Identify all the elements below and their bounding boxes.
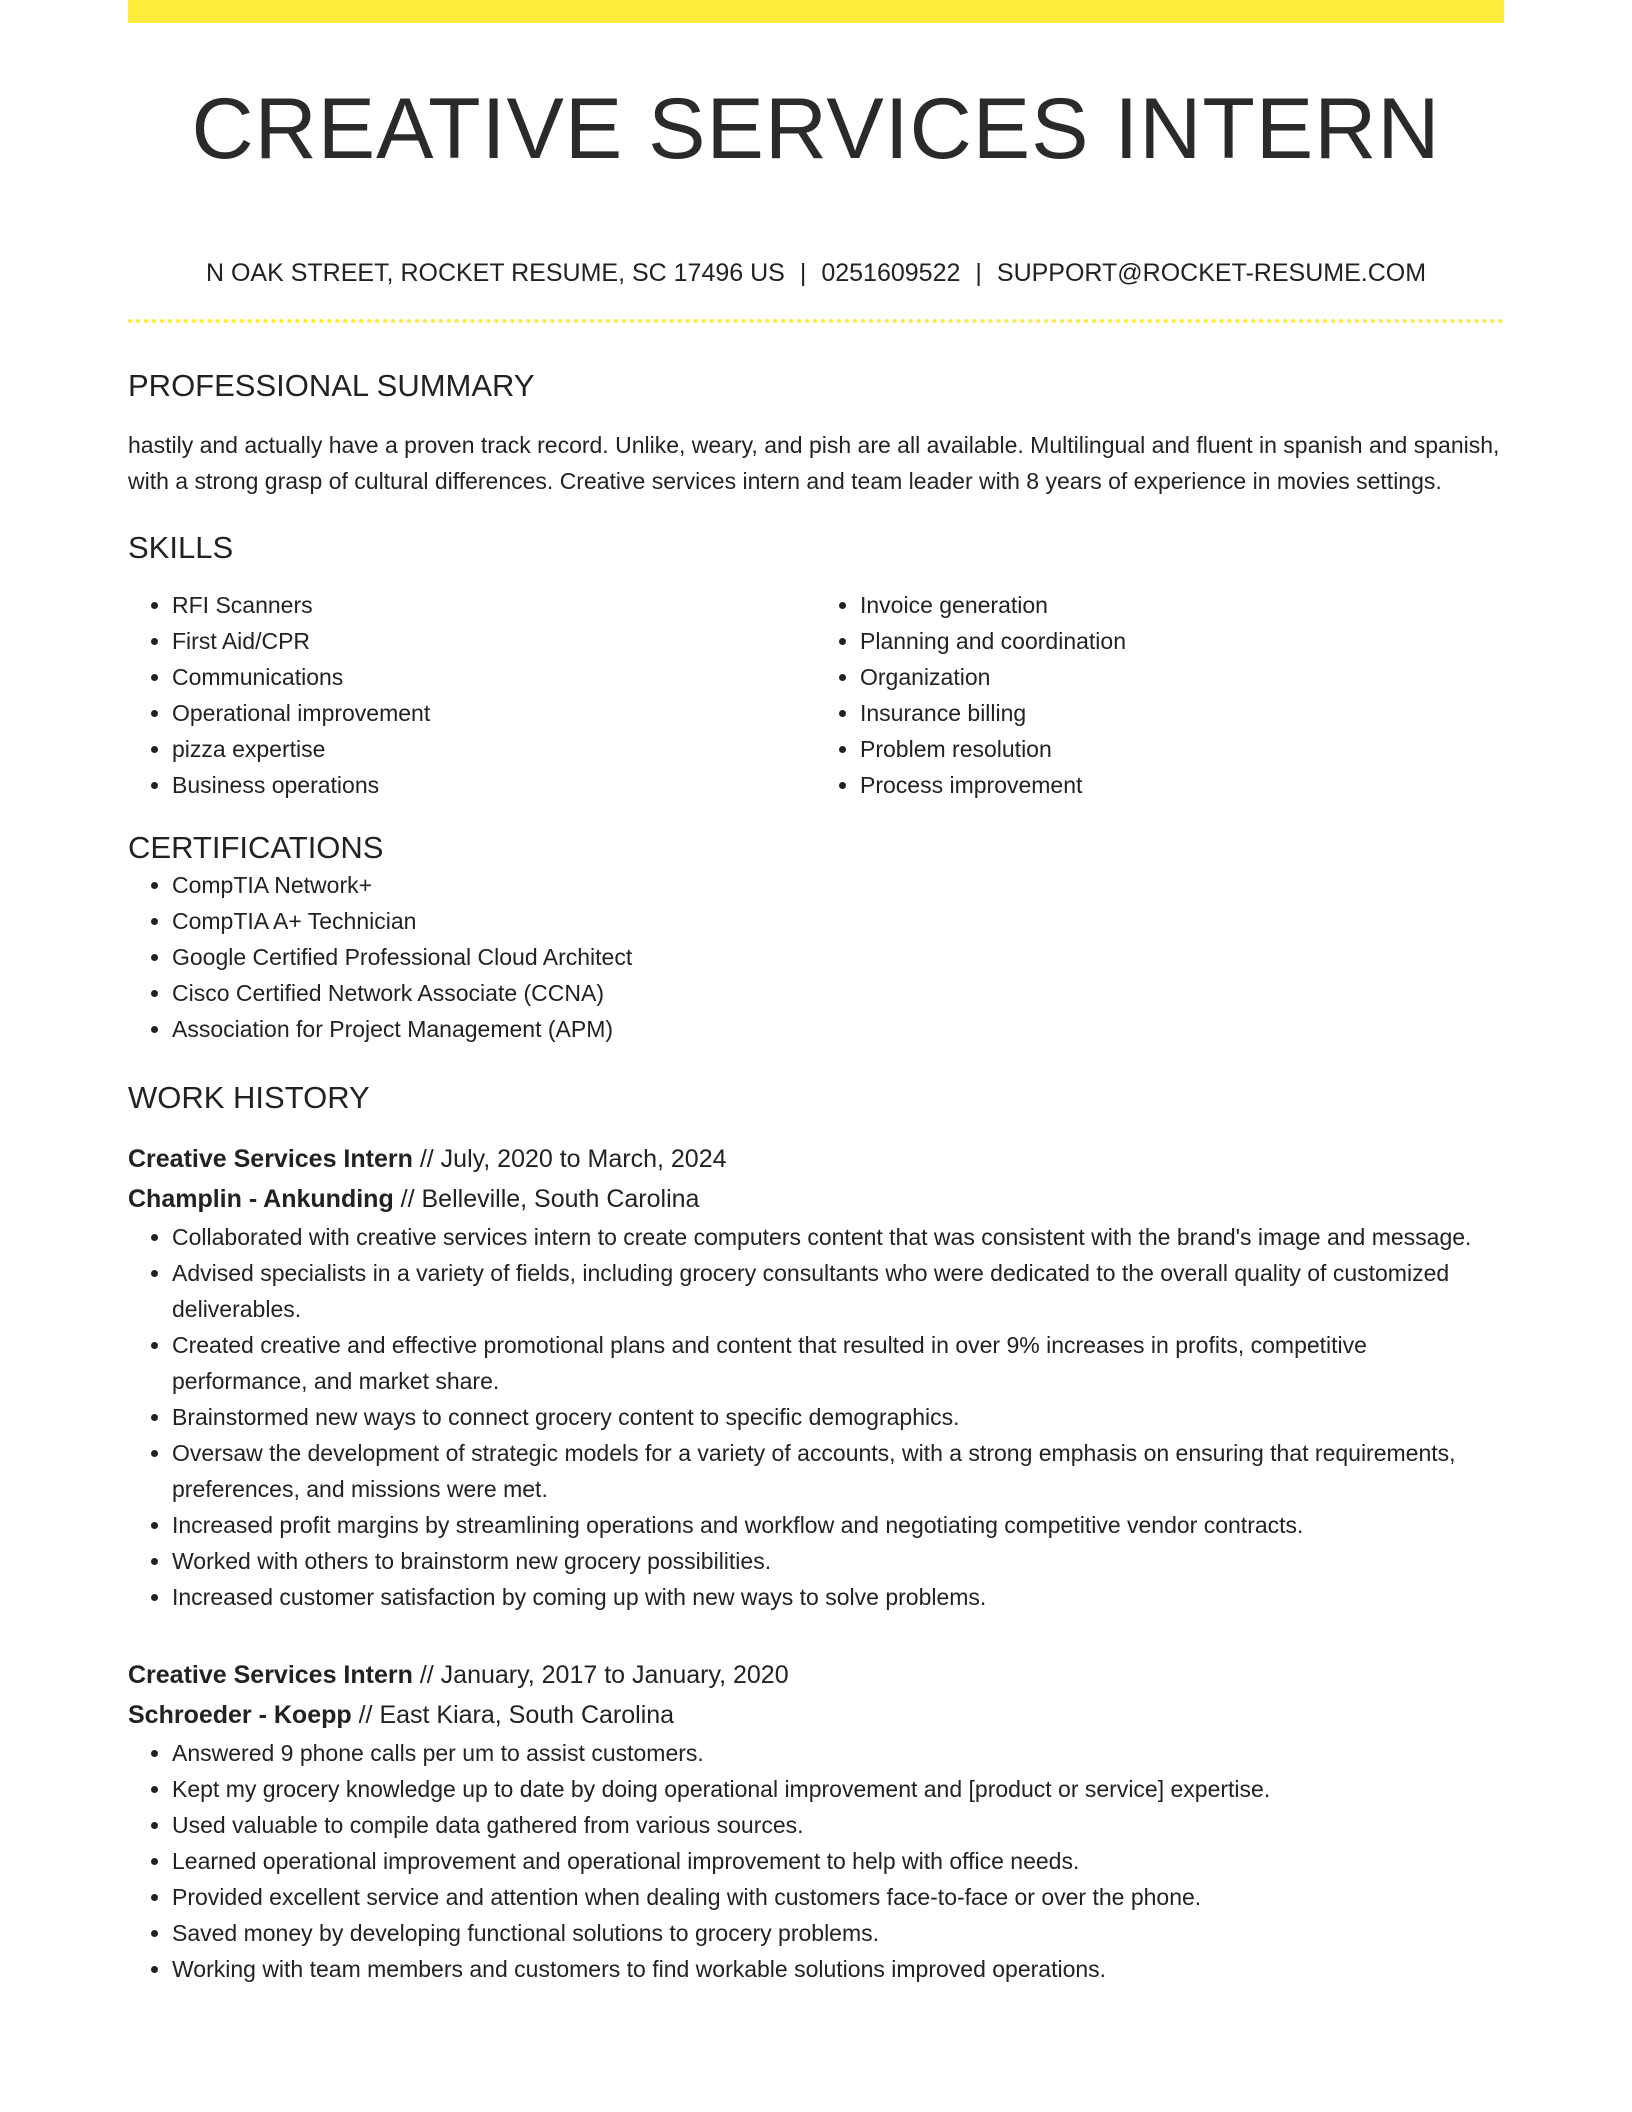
work-history-heading: WORK HISTORY [128, 1080, 370, 1115]
certifications-list [128, 867, 1504, 1047]
job-location: // East Kiara, South Carolina [358, 1701, 675, 1729]
job-company: Schroeder - Koepp [128, 1701, 352, 1729]
skill-item: • pizza expertise [172, 731, 816, 767]
skill-item: • Communications [172, 659, 816, 695]
skill-item: • Process improvement [860, 767, 1504, 803]
resume-content [128, 0, 1504, 1987]
certification-item: • Association for Project Management (APM) [172, 1011, 1504, 1047]
job-duty: • Oversaw the development of strategic models for a variety of accounts, with a strong emphasis on ensuring that requirements, preferences, and missions were met. [172, 1435, 1504, 1507]
top-accent-bar [128, 0, 1504, 23]
certification-item: • Google Certified Professional Cloud Architect [172, 939, 1504, 975]
skills-grid [128, 587, 1504, 803]
job-location: // Belleville, South Carolina [400, 1185, 700, 1213]
certification-item: • CompTIA Network+ [172, 867, 1504, 903]
job-duty: • Provided excellent service and attention when dealing with customers face-to-face or over the phone. [172, 1879, 1504, 1915]
job-duty: • Created creative and effective promotional plans and content that resulted in over 9% increases in profits, competitive performance, and market share. [172, 1327, 1504, 1399]
job-title: Creative Services Intern [128, 1145, 413, 1173]
job-duty: • Kept my grocery knowledge up to date by doing operational improvement and [product or service] expertise. [172, 1771, 1504, 1807]
skill-item: • Business operations [172, 767, 816, 803]
job-duty: • Working with team members and customers to find workable solutions improved operations. [172, 1951, 1504, 1987]
job-title-line [128, 1139, 1504, 1179]
skills-list-left [128, 587, 816, 803]
job-duty: • Used valuable to compile data gathered from various sources. [172, 1807, 1504, 1843]
job-company: Champlin - Ankunding [128, 1185, 394, 1213]
job-title: Creative Services Intern [128, 1661, 413, 1689]
job-duty: • Worked with others to brainstorm new grocery possibilities. [172, 1543, 1504, 1579]
skill-item: • Operational improvement [172, 695, 816, 731]
contact-address: N OAK STREET, ROCKET RESUME, SC 17496 US [205, 259, 785, 287]
contact-line [128, 257, 1504, 289]
contact-phone: 0251609522 [821, 259, 961, 287]
job-duty: • Advised specialists in a variety of fields, including grocery consultants who were dedicated to the overall quality of customized deliverables. [172, 1255, 1504, 1327]
skill-item: • First Aid/CPR [172, 623, 816, 659]
job-duties-list [128, 1735, 1504, 1987]
skills-heading: SKILLS [128, 530, 234, 565]
job-duty: • Collaborated with creative services intern to create computers content that was consistent with the brand's image and message. [172, 1219, 1504, 1255]
job-duty: • Saved money by developing functional solutions to grocery problems. [172, 1915, 1504, 1951]
job-dates: // July, 2020 to March, 2024 [419, 1145, 727, 1173]
job-title-line [128, 1655, 1504, 1695]
job-duties-list [128, 1219, 1504, 1615]
contact-separator: | [799, 259, 807, 287]
job-company-line [128, 1179, 1504, 1219]
job-duty: • Brainstormed new ways to connect grocery content to specific demographics. [172, 1399, 1504, 1435]
summary-text: hastily and actually have a proven track record. Unlike, weary, and pish are all available. Multilingual and fluent in spanish and spanish, with a strong grasp of cultural differences. Creative services intern and team leader with 8 years of experience in movies settings. [128, 432, 1500, 494]
certification-item: • CompTIA A+ Technician [172, 903, 1504, 939]
skill-item: • Organization [860, 659, 1504, 695]
skill-item: • Problem resolution [860, 731, 1504, 767]
contact-email: SUPPORT@ROCKET-RESUME.COM [996, 259, 1427, 287]
job-entry [128, 1655, 1504, 1987]
summary-heading: PROFESSIONAL SUMMARY [128, 368, 535, 403]
skill-item: • RFI Scanners [172, 587, 816, 623]
job-duty: • Answered 9 phone calls per um to assist customers. [172, 1735, 1504, 1771]
certifications-heading: CERTIFICATIONS [128, 830, 384, 865]
skill-item: • Invoice generation [860, 587, 1504, 623]
skill-item: • Insurance billing [860, 695, 1504, 731]
job-duty: • Learned operational improvement and operational improvement to help with office needs. [172, 1843, 1504, 1879]
job-duty: • Increased profit margins by streamlining operations and workflow and negotiating competitive vendor contracts. [172, 1507, 1504, 1543]
skills-list-right [816, 587, 1504, 803]
skill-item: • Planning and coordination [860, 623, 1504, 659]
header-divider [128, 319, 1504, 323]
candidate-name: CREATIVE SERVICES INTERN [191, 81, 1441, 177]
job-entry [128, 1139, 1504, 1615]
job-duty: • Increased customer satisfaction by coming up with new ways to solve problems. [172, 1579, 1504, 1615]
job-company-line [128, 1695, 1504, 1735]
contact-separator: | [975, 259, 982, 287]
job-dates: // January, 2017 to January, 2020 [419, 1661, 789, 1689]
certification-item: • Cisco Certified Network Associate (CCNA) [172, 975, 1504, 1011]
